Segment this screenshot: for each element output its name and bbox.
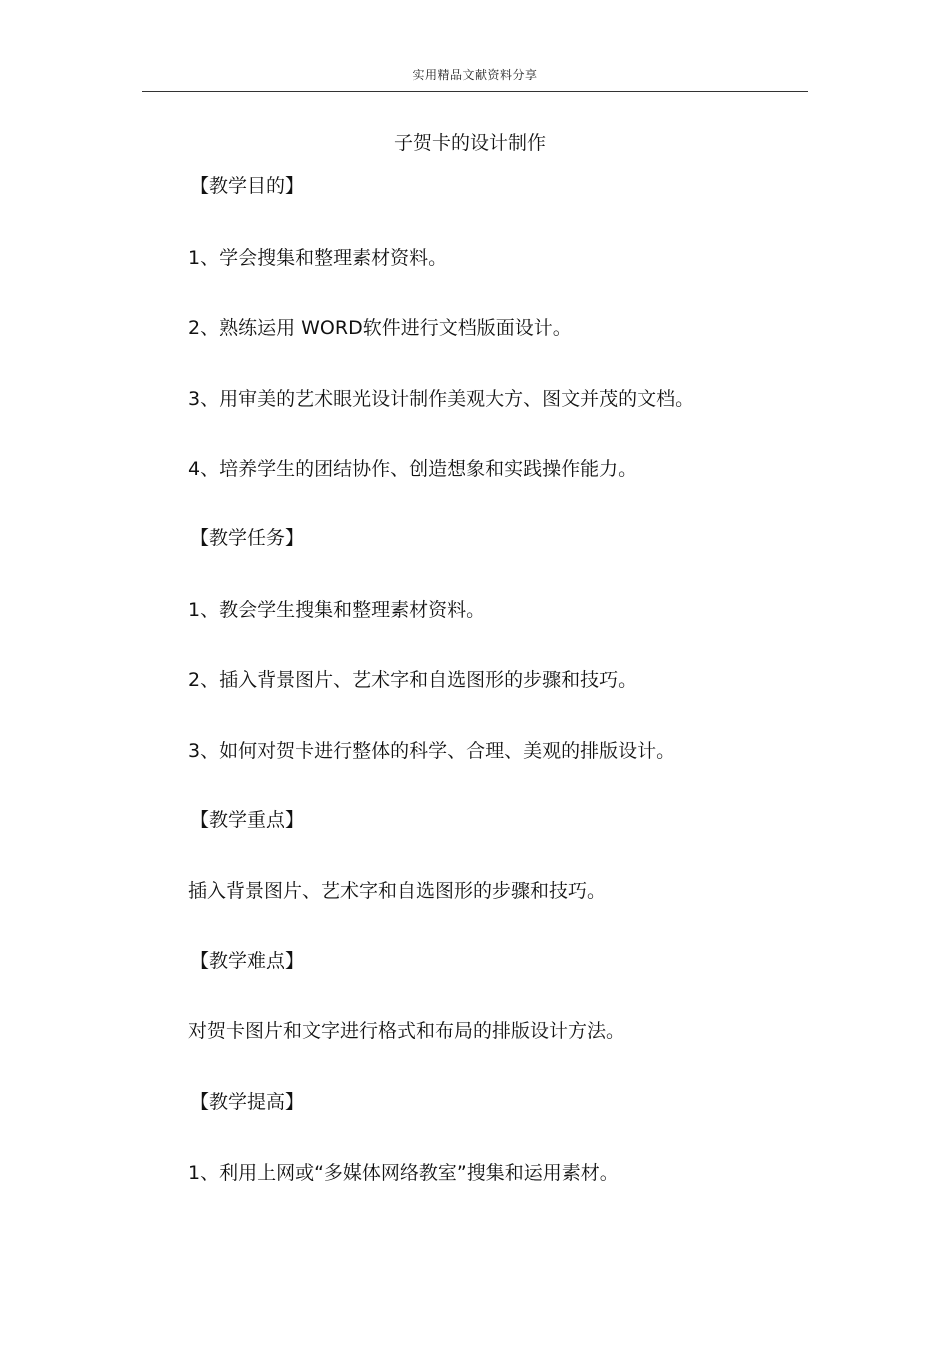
- section-heading-improvement: 【教学提高】: [190, 1091, 305, 1113]
- difficulties-text: 对贺卡图片和文字进行格式和布局的排版设计方法。: [188, 1020, 626, 1042]
- key-points-text: 插入背景图片、艺术字和自选图形的步骤和技巧。: [188, 880, 607, 902]
- objective-item-3: 3、用审美的艺术眼光设计制作美观大方、图文并茂的文档。: [188, 388, 695, 410]
- page-header: 实用精品文献资料分享: [412, 68, 538, 82]
- task-item-1: 1、教会学生搜集和整理素材资料。: [188, 599, 486, 621]
- objective-item-4: 4、培养学生的团结协作、创造想象和实践操作能力。: [188, 458, 638, 480]
- section-heading-key-points: 【教学重点】: [190, 809, 305, 831]
- objective-item-2: 2、熟练运用 WORD软件进行文档版面设计。: [188, 317, 572, 339]
- section-heading-difficulties: 【教学难点】: [190, 950, 305, 972]
- section-heading-objectives: 【教学目的】: [190, 175, 305, 197]
- improvement-item-1: 1、利用上网或“多媒体网络教室”搜集和运用素材。: [188, 1162, 619, 1184]
- task-item-3: 3、如何对贺卡进行整体的科学、合理、美观的排版设计。: [188, 740, 676, 762]
- task-item-2: 2、插入背景图片、艺术字和自选图形的步骤和技巧。: [188, 669, 638, 691]
- header-divider: [142, 91, 808, 92]
- objective-item-1: 1、学会搜集和整理素材资料。: [188, 247, 448, 269]
- section-heading-tasks: 【教学任务】: [190, 527, 305, 549]
- document-title: 子贺卡的设计制作: [393, 132, 546, 154]
